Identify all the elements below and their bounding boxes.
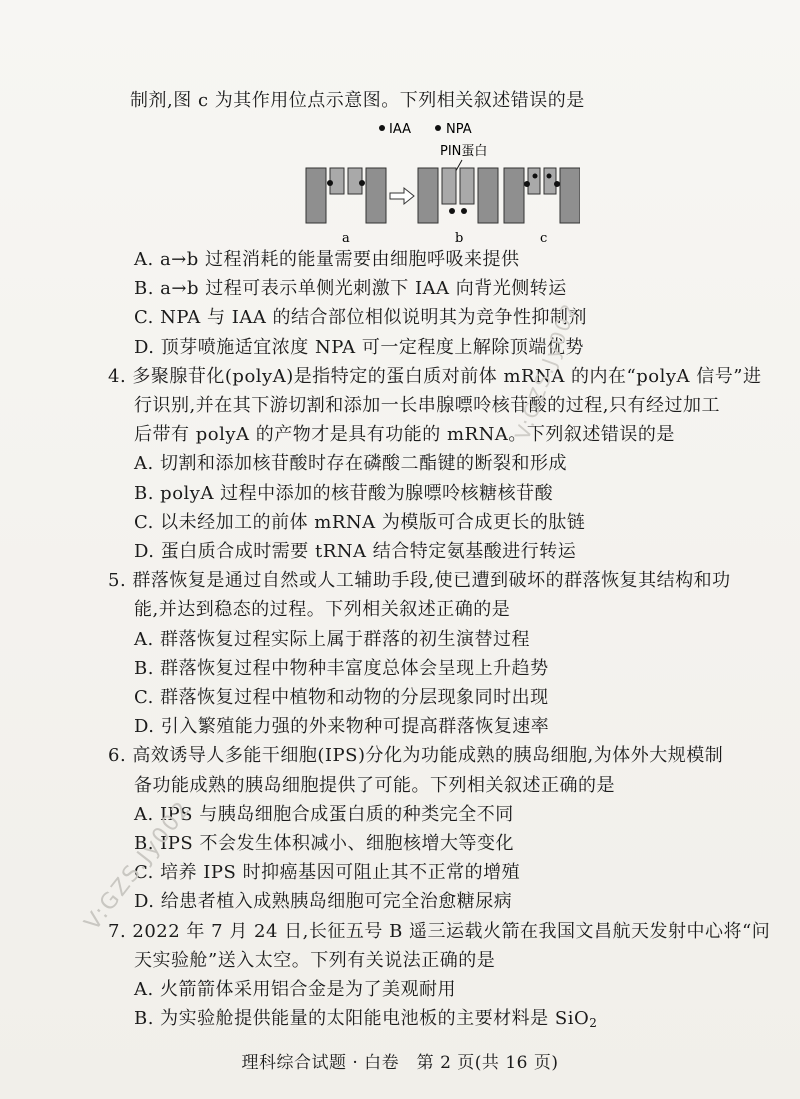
q5-option-c: C. 群落恢复过程中植物和动物的分层现象同时出现 — [134, 687, 549, 708]
panel-b — [418, 168, 498, 223]
panel-c — [504, 168, 580, 223]
question-5-stem: 5. 群落恢复是通过自然或人工辅助手段,使已遭到破坏的群落恢复其结构和功 — [108, 570, 731, 592]
arrow-icon — [390, 188, 414, 204]
question-7-stem: 7. 2022 年 7 月 24 日,长征五号 B 遥三运载火箭在我国文昌航天发射中心将“问 — [108, 920, 771, 942]
q4-option-b: B. polyA 过程中添加的核苷酸为腺嘌呤核糖核苷酸 — [134, 482, 554, 504]
question-4-stem: 4. 多聚腺苷化(polyA)是指特定的蛋白质对前体 mRNA 的内在“polyA 信号”进 — [108, 365, 762, 387]
question-3-stem-cont: 制剂,图 c 为其作用位点示意图。下列相关叙述错误的是 — [130, 90, 585, 111]
q4-option-a: A. 切割和添加核苷酸时存在磷酸二酯键的断裂和形成 — [134, 453, 567, 475]
q5-option-d: D. 引入繁殖能力强的外来物种可提高群落恢复速率 — [134, 716, 550, 738]
watermark-2: V:GZS.Jy002 — [510, 298, 583, 444]
q5-option-a: A. 群落恢复过程实际上属于群落的初生演替过程 — [134, 628, 530, 650]
question-4-stem-2: 行识别,并在其下游切割和添加一长串腺嘌呤核苷酸的过程,只有经过加工 — [134, 395, 720, 416]
q3-option-d: D. 顶芽喷施适宜浓度 NPA 可一定程度上解除顶端优势 — [134, 336, 584, 358]
pin-protein-diagram — [290, 118, 580, 250]
question-6-stem: 6. 高效诱导人多能干细胞(IPS)分化为功能成熟的胰岛细胞,为体外大规模制 — [108, 745, 724, 767]
q3-option-b: B. a→b 过程可表示单侧光刺激下 IAA 向背光侧转运 — [134, 278, 567, 300]
q3-option-c: C. NPA 与 IAA 的结合部位相似说明其为竞争性抑制剂 — [134, 307, 588, 329]
q7-option-b-subscript: 2 — [589, 1016, 598, 1031]
panel-b-label: b — [455, 231, 464, 246]
q3-option-a: A. a→b 过程消耗的能量需要由细胞呼吸来提供 — [134, 249, 520, 270]
question-7-stem-2: 天实验舱”送入太空。下列有关说法正确的是 — [134, 949, 496, 971]
page-footer: 理科综合试题 · 白卷 第 2 页(共 16 页) — [241, 1053, 559, 1073]
q6-option-d: D. 给患者植入成熟胰岛细胞可完全治愈糖尿病 — [134, 891, 513, 913]
q6-option-b: B. IPS 不会发生体积减小、细胞核增大等变化 — [134, 833, 514, 854]
npa-legend-dot — [435, 125, 441, 131]
q6-option-c: C. 培养 IPS 时抑癌基因可阻止其不正常的增殖 — [134, 862, 521, 884]
q7-option-a: A. 火箭箭体采用铝合金是为了美观耐用 — [134, 979, 456, 1000]
q7-option-b-text: B. 为实验舱提供能量的太阳能电池板的主要材料是 SiO — [134, 1008, 590, 1030]
q6-option-a: A. IPS 与胰岛细胞合成蛋白质的种类完全不同 — [134, 803, 514, 825]
question-5-stem-2: 能,并达到稳态的过程。下列相关叙述正确的是 — [134, 599, 511, 621]
iaa-legend-dot — [379, 125, 385, 131]
q5-option-b: B. 群落恢复过程中物种丰富度总体会呈现上升趋势 — [134, 657, 549, 679]
q4-option-c: C. 以未经加工的前体 mRNA 为模版可合成更长的肽链 — [134, 511, 586, 533]
pin-protein-label: PIN蛋白 — [440, 144, 488, 159]
question-6-stem-2: 备功能成熟的胰岛细胞提供了可能。下列相关叙述正确的是 — [134, 774, 615, 796]
q7-option-b — [134, 1006, 597, 1036]
iaa-legend-label: IAA — [389, 122, 411, 137]
question-4-stem-3: 后带有 polyA 的产物才是具有功能的 mRNA。下列叙述错误的是 — [134, 424, 675, 446]
panel-a-label: a — [342, 231, 350, 246]
panel-c-label: c — [540, 231, 548, 246]
panel-a — [306, 168, 386, 223]
watermark: V:GZS.Jy002 — [80, 796, 197, 936]
npa-legend-label: NPA — [446, 122, 472, 137]
q4-option-d: D. 蛋白质合成时需要 tRNA 结合特定氨基酸进行转运 — [134, 541, 577, 562]
